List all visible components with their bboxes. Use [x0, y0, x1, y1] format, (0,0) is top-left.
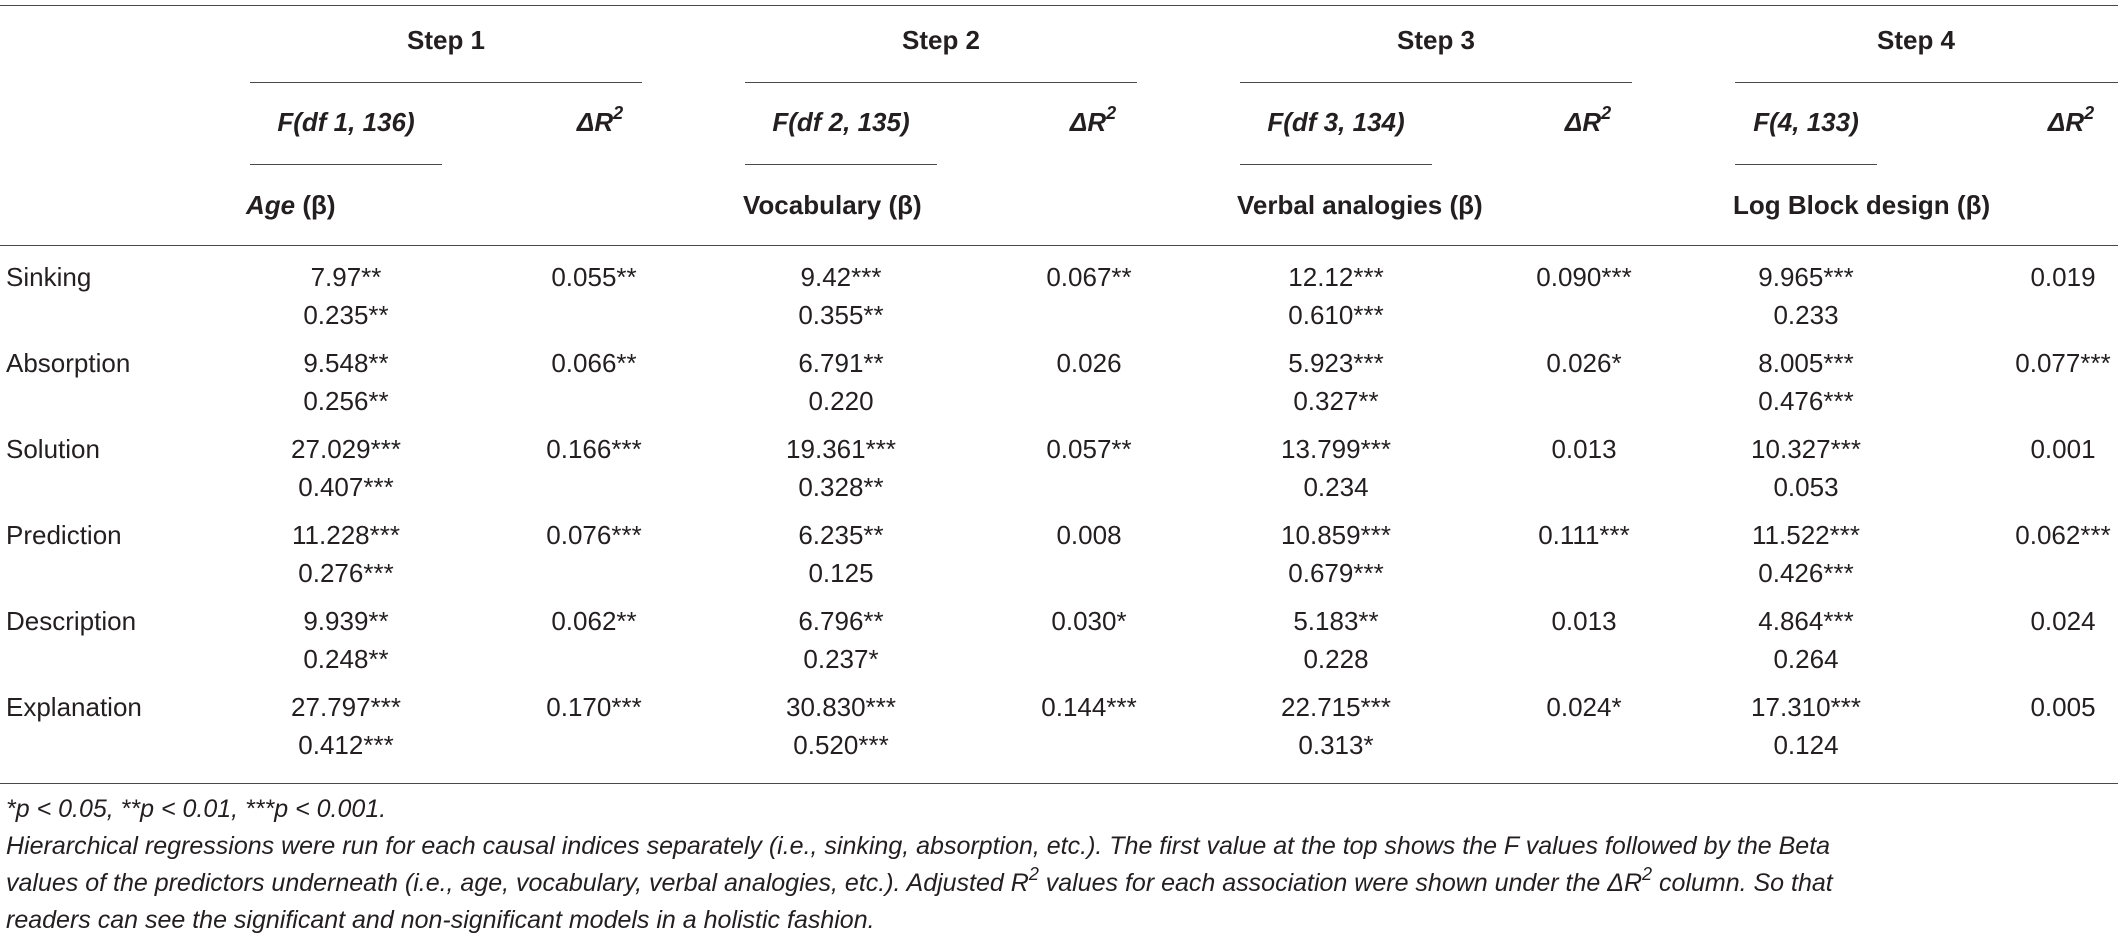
- f-header-3: F(df 3, 134): [1267, 107, 1405, 137]
- beta-value: 0.125: [808, 558, 874, 588]
- delta-r2-value: 0.077***: [2015, 348, 2111, 378]
- delta-r2-header-3: [1564, 103, 1612, 137]
- beta-value: 0.327**: [1293, 386, 1379, 416]
- row-label: Explanation: [6, 692, 142, 722]
- f-value: 5.183**: [1293, 606, 1379, 636]
- f-value: 11.522***: [1752, 520, 1860, 550]
- beta-value: 0.228: [1303, 644, 1369, 674]
- f-value: 6.235**: [798, 520, 884, 550]
- delta-r2-value: 0.062***: [2015, 520, 2111, 550]
- delta-r2-value: 0.026*: [1546, 348, 1622, 378]
- note-sup: 2: [1642, 863, 1653, 884]
- row-label: Sinking: [6, 262, 92, 292]
- delta-r2-value: 0.144***: [1041, 692, 1137, 722]
- f-col-2-rule: [745, 164, 937, 165]
- f-value: 27.797***: [291, 692, 401, 722]
- delta-r2-header-4: [2047, 103, 2095, 137]
- beta-value: 0.313*: [1298, 730, 1374, 760]
- beta-value: 0.679***: [1288, 558, 1384, 588]
- step-2-header: Step 2: [901, 25, 981, 55]
- f-col-1-rule: [250, 164, 442, 165]
- beta-value: 0.610***: [1288, 300, 1384, 330]
- delta-r2-text: ΔR: [1564, 107, 1602, 137]
- beta-value: 0.234: [1303, 472, 1369, 502]
- delta-r2-header-1: [576, 103, 624, 137]
- beta-value: 0.248**: [303, 644, 389, 674]
- table-top-rule: [0, 5, 2118, 6]
- delta-r2-value: 0.013: [1551, 606, 1617, 636]
- row-label: Solution: [6, 434, 100, 464]
- f-value: 9.42***: [800, 262, 882, 292]
- delta-r2-value: 0.090***: [1536, 262, 1632, 292]
- note-text: column. So that: [1652, 869, 1833, 897]
- note-text: values for each association were shown under the ΔR: [1038, 869, 1643, 897]
- beta-value: 0.412***: [298, 730, 394, 760]
- beta-value: 0.328**: [798, 472, 884, 502]
- delta-r2-value: 0.076***: [546, 520, 642, 550]
- delta-r2-value: 0.013: [1551, 434, 1617, 464]
- beta-value: 0.233: [1773, 300, 1839, 330]
- delta-r2-value: 0.057**: [1046, 434, 1132, 464]
- table-note-line-2: [6, 863, 1833, 901]
- delta-r2-value: 0.005: [2030, 692, 2096, 722]
- step-3-rule: [1240, 82, 1632, 83]
- row-label: Absorption: [6, 348, 131, 378]
- delta-r2-value: 0.024: [2030, 606, 2096, 636]
- delta-r2-value: 0.067**: [1046, 262, 1132, 292]
- step-4-header: Step 4: [1876, 25, 1956, 55]
- delta-r2-value: 0.062**: [551, 606, 637, 636]
- f-value: 9.965***: [1758, 262, 1854, 292]
- step-1-header: Step 1: [406, 25, 486, 55]
- delta-r2-value: 0.019: [2030, 262, 2096, 292]
- beta-value: 0.220: [808, 386, 874, 416]
- f-value: 9.939**: [303, 606, 389, 636]
- step-3-header: Step 3: [1396, 25, 1476, 55]
- step-4-rule: [1735, 82, 2118, 83]
- f-col-4-rule: [1735, 164, 1877, 165]
- beta-value: 0.235**: [303, 300, 389, 330]
- f-value: 27.029***: [291, 434, 401, 464]
- delta-r2-text: ΔR: [576, 107, 614, 137]
- beta-value: 0.264: [1773, 644, 1839, 674]
- step-1-rule: [250, 82, 642, 83]
- f-header-1: F(df 1, 136): [277, 107, 415, 137]
- f-value: 6.791**: [798, 348, 884, 378]
- table-bottom-rule: [0, 783, 2118, 784]
- predictor-suffix: (β): [1956, 190, 1991, 220]
- delta-r2-sup: 2: [1106, 103, 1117, 124]
- f-header-4: F(4, 133): [1753, 107, 1859, 137]
- predictor-header-2: [743, 190, 922, 220]
- f-header-2: F(df 2, 135): [772, 107, 910, 137]
- f-value: 4.864***: [1758, 606, 1854, 636]
- f-value: 11.228***: [292, 520, 400, 550]
- f-value: 7.97**: [310, 262, 382, 292]
- predictor-name: Log Block design: [1733, 190, 1950, 220]
- note-text: values of the predictors underneath (i.e., age, vocabulary, verbal analogies, etc.). Adjusted R: [6, 869, 1029, 897]
- table-note-line-1: Hierarchical regressions were run for each causal indices separately (i.e., sinking, absorption, etc.). The first value at the top shows the F values followed by the Beta: [6, 832, 1831, 860]
- delta-r2-value: 0.008: [1056, 520, 1122, 550]
- delta-r2-sup: 2: [613, 103, 624, 124]
- delta-r2-sup: 2: [1601, 103, 1612, 124]
- f-value: 19.361***: [786, 434, 896, 464]
- predictor-header-1: [246, 190, 336, 220]
- row-label: Prediction: [6, 520, 122, 550]
- delta-r2-value: 0.170***: [546, 692, 642, 722]
- f-value: 12.12***: [1288, 262, 1384, 292]
- beta-value: 0.520***: [793, 730, 889, 760]
- f-value: 13.799***: [1281, 434, 1391, 464]
- delta-r2-text: ΔR: [1069, 107, 1107, 137]
- delta-r2-value: 0.001: [2030, 434, 2096, 464]
- beta-value: 0.124: [1773, 730, 1839, 760]
- f-value: 17.310***: [1751, 692, 1861, 722]
- beta-value: 0.276***: [298, 558, 394, 588]
- predictor-suffix: (β): [302, 190, 336, 220]
- delta-r2-value: 0.055**: [551, 262, 637, 292]
- predictor-name: Verbal analogies: [1237, 190, 1443, 220]
- predictor-name: Age: [246, 190, 296, 220]
- beta-value: 0.053: [1773, 472, 1839, 502]
- f-value: 10.859***: [1281, 520, 1391, 550]
- f-col-3-rule: [1240, 164, 1432, 165]
- beta-value: 0.237*: [803, 644, 879, 674]
- beta-value: 0.355**: [798, 300, 884, 330]
- step-2-rule: [745, 82, 1137, 83]
- delta-r2-value: 0.026: [1056, 348, 1122, 378]
- f-value: 6.796**: [798, 606, 884, 636]
- predictor-suffix: (β): [888, 190, 922, 220]
- delta-r2-value: 0.166***: [546, 434, 642, 464]
- note-sup: 2: [1028, 863, 1039, 884]
- f-value: 10.327***: [1751, 434, 1861, 464]
- predictor-header-3: [1237, 190, 1483, 220]
- delta-r2-text: ΔR: [2047, 107, 2085, 137]
- delta-r2-value: 0.024*: [1546, 692, 1622, 722]
- f-value: 30.830***: [786, 692, 896, 722]
- predictor-header-4: [1733, 190, 1990, 220]
- beta-value: 0.476***: [1758, 386, 1854, 416]
- row-label: Description: [6, 606, 137, 636]
- beta-value: 0.426***: [1758, 558, 1854, 588]
- significance-note: *p < 0.05, **p < 0.01, ***p < 0.001.: [6, 795, 387, 823]
- header-bottom-rule: [0, 245, 2118, 246]
- delta-r2-header-2: [1069, 103, 1117, 137]
- f-value: 22.715***: [1281, 692, 1391, 722]
- table-note-line-3: readers can see the significant and non-significant models in a holistic fashion.: [6, 906, 875, 934]
- f-value: 5.923***: [1288, 348, 1384, 378]
- delta-r2-value: 0.111***: [1538, 520, 1630, 550]
- beta-value: 0.256**: [303, 386, 389, 416]
- f-value: 9.548**: [303, 348, 389, 378]
- delta-r2-value: 0.066**: [551, 348, 637, 378]
- predictor-suffix: (β): [1449, 190, 1483, 220]
- predictor-name: Vocabulary: [743, 190, 882, 220]
- beta-value: 0.407***: [298, 472, 394, 502]
- f-value: 8.005***: [1758, 348, 1854, 378]
- delta-r2-sup: 2: [2084, 103, 2095, 124]
- delta-r2-value: 0.030*: [1051, 606, 1127, 636]
